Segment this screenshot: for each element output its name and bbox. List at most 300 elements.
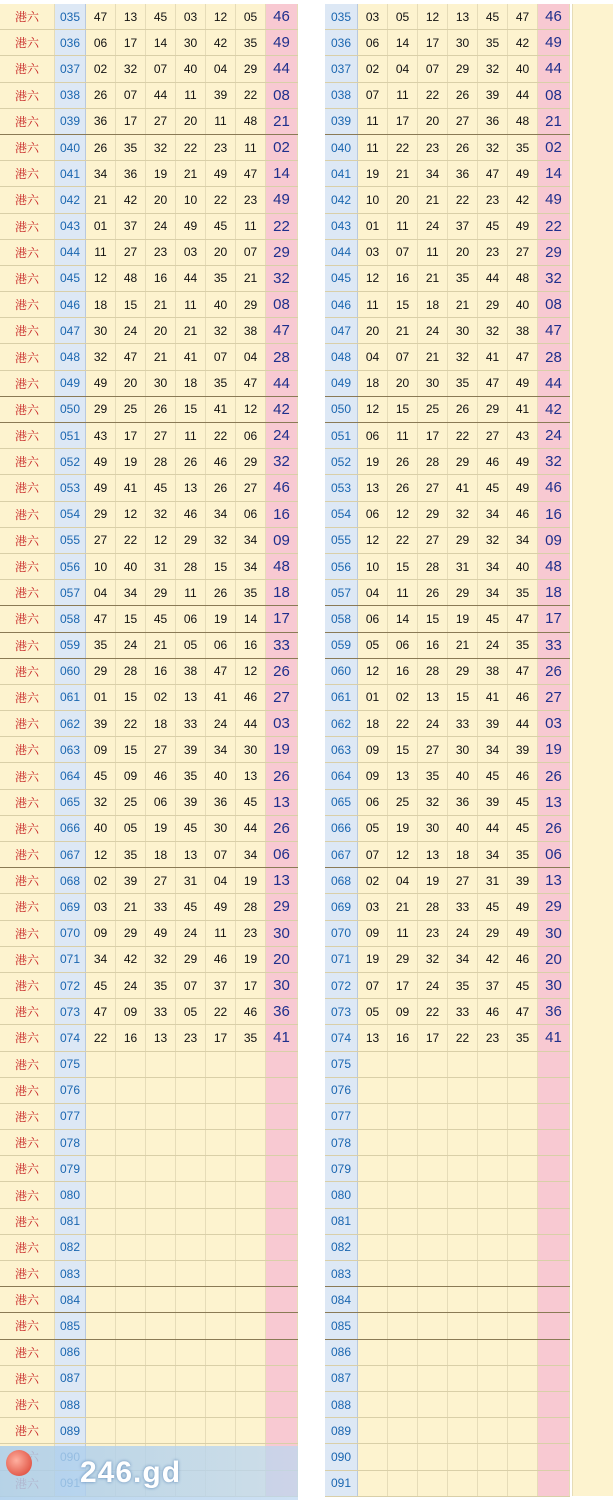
- ball-number: 41: [206, 397, 236, 422]
- period-number: 040: [55, 135, 86, 160]
- ball-number: 19: [146, 816, 176, 841]
- ball-number: 13: [176, 475, 206, 500]
- ball-number: 11: [358, 109, 388, 134]
- special-number: 02: [538, 135, 570, 160]
- ball-number: [146, 1209, 176, 1234]
- ball-number: 46: [508, 763, 538, 788]
- ball-number: [206, 1392, 236, 1417]
- period-number: 043: [55, 214, 86, 239]
- ball-number: 13: [418, 685, 448, 710]
- ball-number: 35: [478, 30, 508, 55]
- ball-number: 49: [508, 371, 538, 396]
- ball-number: [388, 1182, 418, 1207]
- period-number: 073: [325, 999, 358, 1024]
- ball-number: 26: [418, 580, 448, 605]
- table-row: [325, 344, 570, 370]
- ball-number: [508, 1418, 538, 1443]
- table-row: [325, 737, 570, 763]
- ball-number: [358, 1078, 388, 1103]
- ball-number: 21: [146, 633, 176, 658]
- ball-number: 49: [508, 894, 538, 919]
- ball-number: [478, 1130, 508, 1155]
- ball-number: 32: [418, 790, 448, 815]
- period-number: 074: [325, 1025, 358, 1050]
- ball-number: 02: [358, 868, 388, 893]
- table-row: [325, 763, 570, 789]
- ball-number: 30: [86, 318, 116, 343]
- ball-number: 11: [86, 240, 116, 265]
- ball-number: [116, 1418, 146, 1443]
- ball-number: [508, 1235, 538, 1260]
- period-number: 046: [325, 292, 358, 317]
- ball-number: 15: [448, 685, 478, 710]
- ball-number: 07: [388, 240, 418, 265]
- period-number: 074: [55, 1025, 86, 1050]
- period-number: 077: [325, 1104, 358, 1129]
- ball-number: 13: [146, 1025, 176, 1050]
- ball-number: [236, 1366, 266, 1391]
- ball-number: 07: [358, 973, 388, 998]
- table-row: [325, 1235, 570, 1261]
- ball-number: 19: [448, 606, 478, 631]
- ball-number: 11: [176, 580, 206, 605]
- ball-number: 23: [236, 921, 266, 946]
- ball-number: 27: [146, 423, 176, 448]
- special-number: [266, 1052, 298, 1077]
- ball-number: [388, 1287, 418, 1312]
- ball-number: 12: [388, 842, 418, 867]
- ball-number: 06: [236, 423, 266, 448]
- table-row: [0, 475, 298, 501]
- ball-number: 21: [146, 292, 176, 317]
- period-number: 036: [55, 30, 86, 55]
- ball-number: 29: [388, 947, 418, 972]
- ball-number: [508, 1444, 538, 1469]
- draw-label: 港六: [0, 1418, 55, 1443]
- ball-number: 36: [448, 161, 478, 186]
- ball-number: [358, 1052, 388, 1077]
- ball-number: [448, 1182, 478, 1207]
- ball-number: 42: [206, 30, 236, 55]
- special-number: 22: [538, 214, 570, 239]
- ball-number: [176, 1156, 206, 1181]
- period-number: 090: [325, 1444, 358, 1469]
- ball-number: 19: [206, 606, 236, 631]
- draw-label: 港六: [0, 554, 55, 579]
- ball-number: [146, 1156, 176, 1181]
- ball-number: 23: [146, 240, 176, 265]
- ball-number: 34: [206, 502, 236, 527]
- table-row: [325, 606, 570, 632]
- special-number: 44: [538, 56, 570, 81]
- ball-number: 46: [478, 449, 508, 474]
- special-number: [538, 1471, 570, 1496]
- special-number: [266, 1418, 298, 1443]
- ball-number: 22: [116, 528, 146, 553]
- ball-number: 01: [86, 214, 116, 239]
- ball-number: [146, 1392, 176, 1417]
- ball-number: 44: [236, 816, 266, 841]
- table-row: [325, 371, 570, 397]
- ball-number: 38: [176, 659, 206, 684]
- ball-number: 32: [448, 344, 478, 369]
- table-row: [325, 292, 570, 318]
- ball-number: 10: [358, 554, 388, 579]
- ball-number: 22: [418, 83, 448, 108]
- ball-number: 12: [358, 659, 388, 684]
- ball-number: 11: [206, 921, 236, 946]
- ball-number: 34: [478, 554, 508, 579]
- ball-number: [418, 1444, 448, 1469]
- special-number: 09: [538, 528, 570, 553]
- ball-number: 32: [206, 528, 236, 553]
- ball-number: 24: [418, 711, 448, 736]
- logo-icon: [6, 1450, 32, 1476]
- ball-number: [358, 1313, 388, 1338]
- period-number: 043: [325, 214, 358, 239]
- ball-number: [116, 1313, 146, 1338]
- ball-number: [236, 1130, 266, 1155]
- ball-number: 05: [116, 816, 146, 841]
- ball-number: [388, 1444, 418, 1469]
- period-number: 085: [55, 1313, 86, 1338]
- ball-number: 21: [176, 318, 206, 343]
- ball-number: 41: [116, 475, 146, 500]
- ball-number: 30: [448, 318, 478, 343]
- special-number: 32: [538, 449, 570, 474]
- table-row: [0, 318, 298, 344]
- ball-number: 13: [448, 4, 478, 29]
- ball-number: 35: [418, 763, 448, 788]
- ball-number: 04: [358, 344, 388, 369]
- special-number: 41: [266, 1025, 298, 1050]
- ball-number: 26: [206, 580, 236, 605]
- table-row: [0, 1078, 298, 1104]
- table-row: [325, 1261, 570, 1287]
- ball-number: 09: [358, 763, 388, 788]
- ball-number: 32: [116, 56, 146, 81]
- ball-number: 01: [358, 685, 388, 710]
- ball-number: 48: [116, 266, 146, 291]
- special-number: 19: [266, 737, 298, 762]
- draw-label: 港六: [0, 685, 55, 710]
- ball-number: 27: [116, 240, 146, 265]
- ball-number: 06: [358, 502, 388, 527]
- ball-number: [418, 1209, 448, 1234]
- ball-number: [448, 1340, 478, 1365]
- ball-number: 20: [146, 318, 176, 343]
- table-row: [325, 894, 570, 920]
- table-row: [0, 1287, 298, 1313]
- period-number: 089: [55, 1418, 86, 1443]
- ball-number: 39: [206, 83, 236, 108]
- ball-number: 17: [206, 1025, 236, 1050]
- ball-number: 45: [508, 790, 538, 815]
- special-number: [266, 1156, 298, 1181]
- table-row: [325, 1313, 570, 1339]
- ball-number: [236, 1235, 266, 1260]
- ball-number: 15: [418, 606, 448, 631]
- ball-number: 21: [388, 161, 418, 186]
- ball-number: 22: [236, 83, 266, 108]
- ball-number: 07: [176, 973, 206, 998]
- ball-number: 36: [448, 790, 478, 815]
- table-row: [325, 1340, 570, 1366]
- draw-label: 港六: [0, 161, 55, 186]
- period-number: 081: [325, 1209, 358, 1234]
- ball-number: 40: [508, 554, 538, 579]
- special-number: 49: [266, 187, 298, 212]
- draw-label: 港六: [0, 580, 55, 605]
- ball-number: 11: [358, 292, 388, 317]
- ball-number: [116, 1078, 146, 1103]
- ball-number: 17: [418, 423, 448, 448]
- ball-number: [388, 1418, 418, 1443]
- ball-number: [478, 1078, 508, 1103]
- period-number: 059: [325, 633, 358, 658]
- ball-number: 47: [86, 4, 116, 29]
- ball-number: [388, 1261, 418, 1286]
- table-row: [0, 1418, 298, 1444]
- ball-number: 06: [146, 790, 176, 815]
- ball-number: 19: [418, 868, 448, 893]
- special-number: 27: [538, 685, 570, 710]
- ball-number: [358, 1340, 388, 1365]
- ball-number: [358, 1261, 388, 1286]
- ball-number: 07: [116, 83, 146, 108]
- ball-number: 22: [388, 135, 418, 160]
- ball-number: 32: [478, 56, 508, 81]
- ball-number: 41: [508, 397, 538, 422]
- ball-number: [418, 1182, 448, 1207]
- ball-number: [478, 1235, 508, 1260]
- ball-number: 45: [478, 763, 508, 788]
- ball-number: 26: [146, 397, 176, 422]
- ball-number: 17: [236, 973, 266, 998]
- ball-number: 09: [86, 737, 116, 762]
- ball-number: [508, 1182, 538, 1207]
- ball-number: 35: [508, 580, 538, 605]
- period-number: 073: [55, 999, 86, 1024]
- ball-number: 23: [206, 135, 236, 160]
- ball-number: [418, 1340, 448, 1365]
- ball-number: [418, 1287, 448, 1312]
- period-number: 037: [325, 56, 358, 81]
- period-number: 088: [55, 1392, 86, 1417]
- period-number: 053: [325, 475, 358, 500]
- ball-number: 01: [358, 214, 388, 239]
- period-number: 076: [325, 1078, 358, 1103]
- table-row: [325, 187, 570, 213]
- period-number: 070: [55, 921, 86, 946]
- ball-number: 24: [448, 921, 478, 946]
- period-number: 070: [325, 921, 358, 946]
- ball-number: 35: [146, 973, 176, 998]
- draw-label: 港六: [0, 1130, 55, 1155]
- special-number: 47: [538, 318, 570, 343]
- ball-number: [388, 1392, 418, 1417]
- special-number: [266, 1366, 298, 1391]
- ball-number: [448, 1130, 478, 1155]
- ball-number: [146, 1418, 176, 1443]
- table-row: [0, 4, 298, 30]
- table-row: [0, 266, 298, 292]
- ball-number: 15: [206, 554, 236, 579]
- draw-label: 港六: [0, 397, 55, 422]
- ball-number: 46: [508, 502, 538, 527]
- draw-label: 港六: [0, 1182, 55, 1207]
- ball-number: 18: [146, 711, 176, 736]
- ball-number: 07: [146, 56, 176, 81]
- ball-number: 34: [86, 161, 116, 186]
- ball-number: [116, 1366, 146, 1391]
- period-number: 082: [55, 1235, 86, 1260]
- table-row: [325, 947, 570, 973]
- draw-label: 港六: [0, 1340, 55, 1365]
- ball-number: 05: [388, 4, 418, 29]
- ball-number: 12: [358, 266, 388, 291]
- period-number: 063: [55, 737, 86, 762]
- table-row: [325, 4, 570, 30]
- special-number: 46: [266, 4, 298, 29]
- ball-number: 44: [176, 266, 206, 291]
- ball-number: 40: [508, 292, 538, 317]
- ball-number: 40: [86, 816, 116, 841]
- ball-number: [116, 1287, 146, 1312]
- table-row: [325, 318, 570, 344]
- ball-number: 34: [236, 528, 266, 553]
- ball-number: 20: [448, 240, 478, 265]
- ball-number: [448, 1313, 478, 1338]
- ball-number: [358, 1366, 388, 1391]
- ball-number: 15: [388, 292, 418, 317]
- table-row: [0, 737, 298, 763]
- ball-number: 36: [478, 109, 508, 134]
- ball-number: 45: [86, 973, 116, 998]
- ball-number: [418, 1130, 448, 1155]
- special-number: 46: [266, 475, 298, 500]
- ball-number: [236, 1418, 266, 1443]
- ball-number: 49: [508, 161, 538, 186]
- period-number: 060: [325, 659, 358, 684]
- table-row: [325, 1130, 570, 1156]
- ball-number: [478, 1366, 508, 1391]
- table-row: [0, 580, 298, 606]
- ball-number: [418, 1366, 448, 1391]
- period-number: 044: [325, 240, 358, 265]
- ball-number: 32: [206, 318, 236, 343]
- table-row: [0, 842, 298, 868]
- ball-number: 10: [176, 187, 206, 212]
- ball-number: 03: [358, 894, 388, 919]
- ball-number: 35: [508, 1025, 538, 1050]
- ball-number: [116, 1340, 146, 1365]
- ball-number: [176, 1340, 206, 1365]
- special-number: 16: [538, 502, 570, 527]
- ball-number: 46: [508, 685, 538, 710]
- period-number: 080: [55, 1182, 86, 1207]
- draw-label: 港六: [0, 292, 55, 317]
- ball-number: 16: [388, 266, 418, 291]
- ball-number: 36: [116, 161, 146, 186]
- table-row: [325, 56, 570, 82]
- ball-number: [478, 1287, 508, 1312]
- table-row: [325, 240, 570, 266]
- ball-number: [418, 1261, 448, 1286]
- ball-number: 05: [236, 4, 266, 29]
- ball-number: 12: [86, 266, 116, 291]
- period-number: 066: [325, 816, 358, 841]
- table-row: [325, 816, 570, 842]
- period-number: 068: [325, 868, 358, 893]
- ball-number: 02: [86, 868, 116, 893]
- special-number: 29: [266, 894, 298, 919]
- ball-number: [86, 1287, 116, 1312]
- period-number: 052: [55, 449, 86, 474]
- period-number: 058: [55, 606, 86, 631]
- special-number: 02: [266, 135, 298, 160]
- period-number: 046: [55, 292, 86, 317]
- period-number: 048: [55, 344, 86, 369]
- table-row: [325, 633, 570, 659]
- ball-number: 26: [86, 135, 116, 160]
- period-number: 040: [325, 135, 358, 160]
- draw-label: 港六: [0, 790, 55, 815]
- ball-number: 17: [116, 423, 146, 448]
- table-row: [0, 1104, 298, 1130]
- table-row: [325, 1156, 570, 1182]
- special-number: 26: [266, 659, 298, 684]
- special-number: 06: [266, 842, 298, 867]
- period-number: 072: [55, 973, 86, 998]
- period-number: 079: [55, 1156, 86, 1181]
- ball-number: 41: [478, 344, 508, 369]
- ball-number: 39: [176, 790, 206, 815]
- ball-number: 10: [358, 187, 388, 212]
- ball-number: 45: [508, 973, 538, 998]
- ball-number: [146, 1052, 176, 1077]
- period-number: 052: [325, 449, 358, 474]
- period-number: 056: [55, 554, 86, 579]
- period-number: 086: [325, 1340, 358, 1365]
- ball-number: [388, 1313, 418, 1338]
- ball-number: 16: [418, 633, 448, 658]
- ball-number: [358, 1287, 388, 1312]
- ball-number: 05: [358, 816, 388, 841]
- ball-number: 22: [388, 528, 418, 553]
- special-number: 22: [266, 214, 298, 239]
- ball-number: 11: [388, 921, 418, 946]
- special-number: [266, 1130, 298, 1155]
- ball-number: 40: [206, 763, 236, 788]
- period-number: 047: [325, 318, 358, 343]
- ball-number: 21: [146, 344, 176, 369]
- ball-number: 30: [146, 371, 176, 396]
- ball-number: [116, 1182, 146, 1207]
- ball-number: [206, 1340, 236, 1365]
- table-row: [0, 1182, 298, 1208]
- draw-label: 港六: [0, 868, 55, 893]
- period-number: 057: [325, 580, 358, 605]
- special-number: [538, 1130, 570, 1155]
- ball-number: [176, 1052, 206, 1077]
- ball-number: 35: [508, 135, 538, 160]
- special-number: 08: [266, 83, 298, 108]
- special-number: 30: [538, 973, 570, 998]
- ball-number: [206, 1209, 236, 1234]
- draw-label: 港六: [0, 894, 55, 919]
- special-number: 32: [538, 266, 570, 291]
